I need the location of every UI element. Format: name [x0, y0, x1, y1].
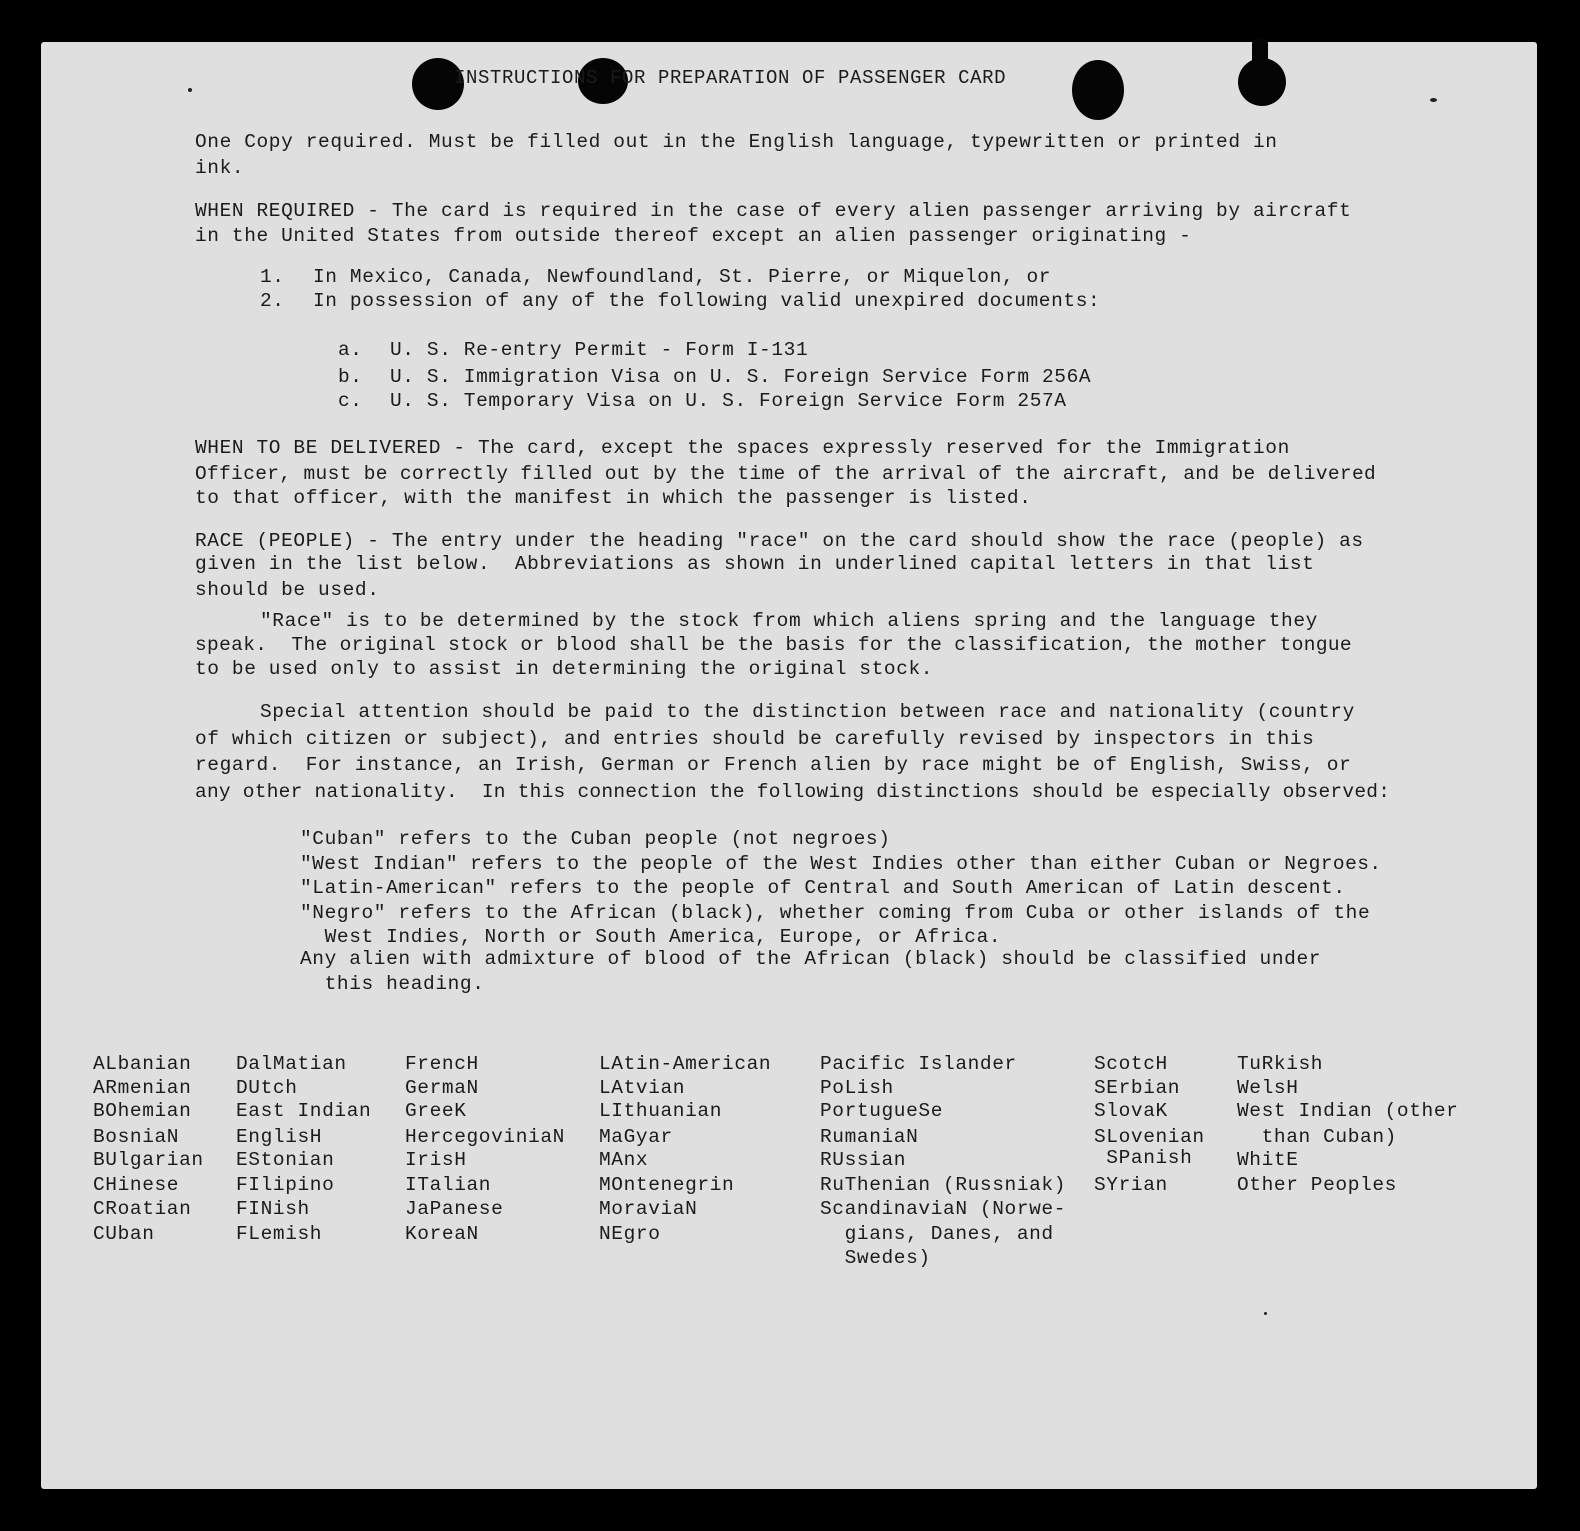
race-entry: WhitE: [1237, 1149, 1299, 1171]
page-title: INSTRUCTIONS FOR PREPARATION OF PASSENGER CARD: [454, 67, 1007, 89]
document-letter: a.: [338, 339, 363, 361]
intro-line: One Copy required. Must be filled out in the English language, typewritten or printed in: [195, 131, 1278, 153]
distinction-line: this heading.: [300, 973, 485, 995]
race-entry: DUtch: [236, 1077, 298, 1099]
race-entry: SErbian: [1094, 1077, 1181, 1099]
race-entry: FIlipino: [236, 1174, 335, 1196]
race-entry: MoraviaN: [599, 1198, 698, 1220]
race-entry: Swedes): [820, 1247, 931, 1269]
speck: [188, 88, 192, 92]
race-entry: FrencH: [405, 1053, 479, 1075]
race-entry: SPanish: [1094, 1147, 1193, 1169]
race-entry: PortugueSe: [820, 1100, 944, 1122]
document-text: U. S. Temporary Visa on U. S. Foreign Service Form 257A: [390, 390, 1067, 412]
race-entry: RUssian: [820, 1149, 907, 1171]
condition-text: In possession of any of the following valid unexpired documents:: [313, 290, 1101, 312]
intro-line: ink.: [195, 157, 245, 179]
race-entry: MOntenegrin: [599, 1174, 735, 1196]
race-entry: DalMatian: [236, 1053, 347, 1075]
race-entry: East Indian: [236, 1100, 372, 1122]
condition-text: In Mexico, Canada, Newfoundland, St. Pierre, or Miquelon, or: [313, 266, 1052, 288]
when-delivered-line: WHEN TO BE DELIVERED - The card, except the spaces expressly reserved for the Immigration: [195, 437, 1290, 459]
race-entry: ScotcH: [1094, 1053, 1168, 1075]
race-entry: Other Peoples: [1237, 1174, 1397, 1196]
race-intro-line: should be used.: [195, 579, 380, 601]
race-entry: PoLish: [820, 1077, 894, 1099]
race-entry: than Cuban): [1237, 1126, 1397, 1148]
race-entry: IrisH: [405, 1149, 467, 1171]
race-entry: gians, Danes, and: [820, 1223, 1054, 1245]
distinction-line: Any alien with admixture of blood of the African (black) should be classified under: [300, 948, 1322, 970]
race-entry: HercegoviniaN: [405, 1126, 565, 1148]
race-entry: BUlgarian: [93, 1149, 204, 1171]
race-entry: ARmenian: [93, 1077, 192, 1099]
race-entry: SlovaK: [1094, 1100, 1168, 1122]
distinction-line: "Negro" refers to the African (black), whether coming from Cuba or other islands of the: [300, 902, 1371, 924]
race-entry: ITalian: [405, 1174, 492, 1196]
race-entry: GermaN: [405, 1077, 479, 1099]
speck: [1264, 1312, 1267, 1315]
race-entry: EStonian: [236, 1149, 335, 1171]
race-entry: LAtin-American: [599, 1053, 772, 1075]
race-entry: CUban: [93, 1223, 155, 1245]
race-entry: NEgro: [599, 1223, 661, 1245]
race-intro-line: RACE (PEOPLE) - The entry under the heading "race" on the card should show the race (people) as: [195, 530, 1364, 552]
race-entry: ALbanian: [93, 1053, 192, 1075]
when-delivered-line: to that officer, with the manifest in which the passenger is listed.: [195, 487, 1032, 509]
race-entry: ScandinaviaN (Norwe-: [820, 1198, 1067, 1220]
race-entry: MaGyar: [599, 1126, 673, 1148]
race-entry: RumaniaN: [820, 1126, 919, 1148]
race-intro-line: given in the list below. Abbreviations as shown in underlined capital letters in that list: [195, 553, 1315, 575]
race-entry: LIthuanian: [599, 1100, 723, 1122]
race-entry: FINish: [236, 1198, 310, 1220]
race-entry: CHinese: [93, 1174, 180, 1196]
distinction-line: "West Indian" refers to the people of the West Indies other than either Cuban or Negroes.: [300, 853, 1382, 875]
condition-number: 2.: [260, 290, 285, 312]
document-text: U. S. Immigration Visa on U. S. Foreign Service Form 256A: [390, 366, 1092, 388]
race-entry: CRoatian: [93, 1198, 192, 1220]
race-entry: EnglisH: [236, 1126, 323, 1148]
when-delivered-line: Officer, must be correctly filled out by the time of the arrival of the aircraft, and be delivered: [195, 463, 1377, 485]
special-attention-line: any other nationality. In this connection the following distinctions should be especially observed:: [195, 781, 1391, 803]
race-entry: GreeK: [405, 1100, 467, 1122]
speck: [1430, 98, 1437, 102]
race-entry: BOhemian: [93, 1100, 192, 1122]
special-attention-line: Special attention should be paid to the distinction between race and nationality (country: [260, 701, 1355, 723]
punch-hole: [1072, 60, 1124, 120]
race-stock-line: "Race" is to be determined by the stock from which aliens spring and the language they: [260, 610, 1318, 632]
document-letter: c.: [338, 390, 363, 412]
race-entry: SLovenian: [1094, 1126, 1205, 1148]
race-entry: MAnx: [599, 1149, 649, 1171]
distinction-line: "Cuban" refers to the Cuban people (not negroes): [300, 828, 891, 850]
when-required-line: WHEN REQUIRED - The card is required in the case of every alien passenger arriving by aircraft: [195, 200, 1352, 222]
race-entry: SYrian: [1094, 1174, 1168, 1196]
race-entry: RuThenian (Russniak): [820, 1174, 1067, 1196]
document-text: U. S. Re-entry Permit - Form I-131: [390, 339, 809, 361]
race-stock-line: speak. The original stock or blood shall be the basis for the classification, the mother tongue: [195, 634, 1352, 656]
race-stock-line: to be used only to assist in determining the original stock.: [195, 658, 934, 680]
special-attention-line: regard. For instance, an Irish, German or French alien by race might be of English, Swiss, or: [195, 754, 1352, 776]
race-entry: BosniaN: [93, 1126, 180, 1148]
document-letter: b.: [338, 366, 363, 388]
race-entry: WelsH: [1237, 1077, 1299, 1099]
race-entry: LAtvian: [599, 1077, 686, 1099]
special-attention-line: of which citizen or subject), and entries should be carefully revised by inspectors in this: [195, 728, 1315, 750]
race-entry: KoreaN: [405, 1223, 479, 1245]
race-entry: West Indian (other: [1237, 1100, 1459, 1122]
condition-number: 1.: [260, 266, 285, 288]
race-entry: JaPanese: [405, 1198, 504, 1220]
race-entry: TuRkish: [1237, 1053, 1324, 1075]
race-entry: FLemish: [236, 1223, 323, 1245]
distinction-line: "Latin-American" refers to the people of Central and South American of Latin descent.: [300, 877, 1346, 899]
distinction-line: West Indies, North or South America, Europe, or Africa.: [300, 926, 1002, 948]
punch-hole: [1252, 38, 1268, 68]
when-required-line: in the United States from outside thereof except an alien passenger originating -: [195, 225, 1192, 247]
race-entry: Pacific Islander: [820, 1053, 1017, 1075]
